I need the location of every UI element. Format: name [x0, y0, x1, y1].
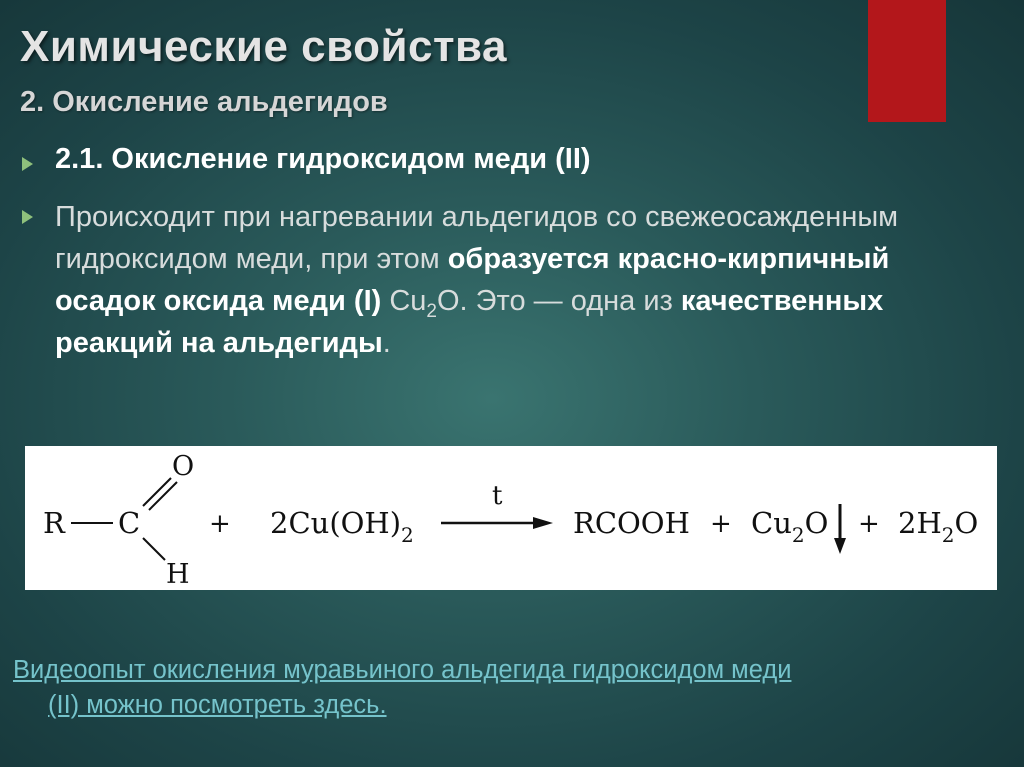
description-subscript: 2: [426, 300, 437, 322]
description-text: Происходит при нагревании альдегидов со свежеосажденным гидроксидом меди, при этом: [55, 201, 899, 275]
plus-sign: +: [209, 509, 231, 539]
bullet-heading: 2.1. Окисление гидроксидом меди (II): [55, 143, 591, 175]
plus-sign: +: [858, 509, 880, 539]
reaction-arrow-head: [533, 517, 553, 529]
bullet-arrow-icon: [22, 157, 33, 171]
reaction-r: R: [43, 506, 65, 540]
description-text: Cu: [381, 285, 427, 317]
product-cu: Cu: [751, 506, 792, 540]
bond-line: [143, 538, 165, 560]
reagent-label: 2Cu(OH): [270, 506, 402, 540]
description-text: O. Это — одна из: [437, 285, 681, 317]
product-water-o: O: [954, 506, 979, 540]
product-water: [898, 506, 978, 547]
slide-title: Химические свойства: [20, 22, 507, 71]
reaction-hydrogen: H: [166, 559, 190, 590]
red-accent-bar: [868, 0, 946, 122]
reaction-diagram: [25, 446, 997, 590]
product-cu2o: [751, 506, 828, 547]
description-bold-precipitate: образуется красно-кирпичный осадок оксида меди (I): [55, 243, 890, 317]
product-rcooh: RCOOH: [573, 506, 690, 540]
video-link-line-2[interactable]: (II) можно посмотреть здесь.: [48, 691, 387, 719]
product-cu-subscript: 2: [791, 523, 805, 547]
product-o: O: [804, 506, 829, 540]
description-text: .: [382, 327, 391, 359]
reagent-copper-hydroxide: [270, 506, 414, 547]
bullet-description: [55, 196, 955, 364]
precipitate-arrow-head: [834, 538, 846, 554]
plus-sign: +: [710, 509, 732, 539]
reagent-subscript: 2: [401, 523, 414, 547]
heat-condition: t: [492, 481, 503, 511]
reaction-oxygen: O: [172, 451, 195, 482]
product-water-h: 2H: [898, 506, 942, 540]
reaction-equation: [25, 446, 997, 590]
slide-subtitle: 2. Окисление альдегидов: [20, 86, 388, 118]
bullet-arrow-icon: [22, 210, 33, 224]
video-experiment-link[interactable]: [13, 653, 1003, 723]
video-link-line-1[interactable]: Видеоопыт окисления муравьиного альдегида гидроксидом меди: [13, 656, 792, 684]
reaction-carbon: C: [118, 506, 141, 540]
product-water-subscript: 2: [941, 523, 955, 547]
description-bold-qualitative: качественных реакций на альдегиды: [55, 285, 884, 359]
